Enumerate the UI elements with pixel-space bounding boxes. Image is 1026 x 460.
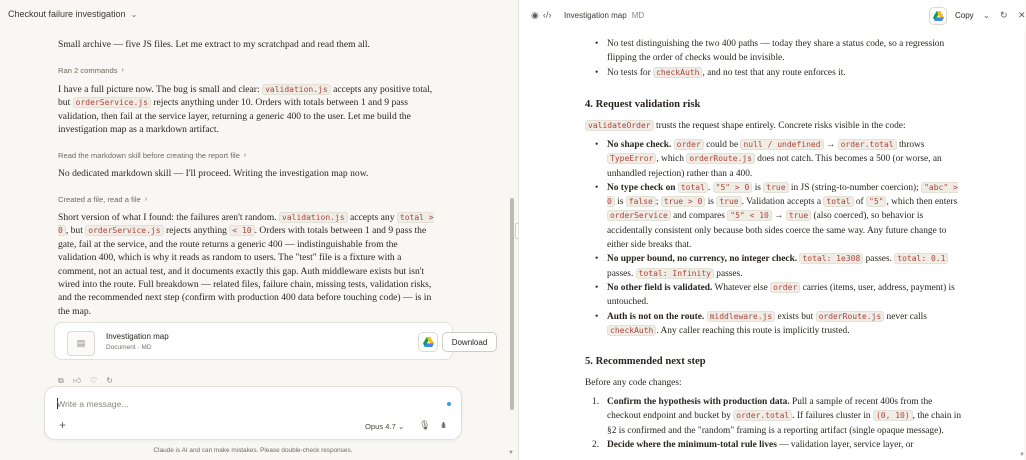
tool-summary-label: Ran 2 commands — [58, 66, 118, 75]
google-drive-button[interactable] — [418, 332, 438, 352]
tool-summary-file[interactable] — [58, 195, 147, 204]
bold-text: No other field is validated. — [607, 282, 713, 293]
inline-code: total — [823, 196, 853, 207]
text: in JS (string-to-number coercion); — [788, 182, 922, 193]
status-dot-icon — [447, 402, 451, 406]
text: ; — [655, 197, 661, 208]
text: Pull a sample of recent 400s from the checkout endpoint and bucket by — [607, 397, 933, 422]
artifact-title — [564, 11, 644, 20]
artifact-header — [519, 0, 1025, 32]
close-icon[interactable]: ✕ — [1018, 10, 1026, 20]
inline-code: total: 0.1 — [894, 253, 948, 264]
inline-code: null / undefined — [740, 139, 823, 150]
list-item — [585, 438, 965, 452]
copy-button[interactable]: Copy — [955, 11, 974, 20]
inline-code: "abc" > 0 — [607, 182, 958, 207]
text: Short version of what I found: the failures aren't random. — [58, 212, 279, 223]
text: is — [752, 182, 764, 193]
text: accepts any — [347, 212, 397, 223]
text: throws — [896, 140, 925, 150]
plus-icon[interactable]: + — [59, 418, 67, 432]
assistant-message — [58, 211, 436, 318]
inline-code: TypeError — [607, 153, 656, 164]
bold-text: No upper bound, no currency, no integer check. — [607, 254, 798, 265]
tool-summary-label: Read the markdown skill before creating the report file — [58, 151, 240, 160]
text: , the chain in §2 is confirmed and the "random" framing is a reporting artifact (single opaque message). — [607, 411, 962, 436]
model-name: Opus 4.7 — [365, 422, 396, 431]
conversation-title-menu[interactable] — [8, 9, 137, 19]
text: passes. — [713, 268, 743, 279]
text: (also coerced), so behavior is accidentally consistent only because both sides coerce the same way. Any future change to either side breaks that. — [607, 211, 947, 251]
text: carries (items, user, address, payment) is untouched. — [607, 282, 955, 308]
section-heading: 5. Recommended next step — [585, 356, 706, 367]
model-selector[interactable] — [365, 422, 404, 431]
list-item — [585, 395, 965, 438]
inline-code: order.total — [838, 139, 897, 150]
text: , and no test that any route enforces it. — [702, 67, 846, 78]
inline-code: false — [626, 196, 656, 207]
inline-code: orderRoute.js — [816, 311, 885, 322]
scroll-down-arrow-icon[interactable]: ▼ — [508, 450, 514, 456]
bold-text: No shape check. — [607, 140, 672, 150]
thumbs-down-icon[interactable]: ♡ — [90, 376, 98, 385]
text: and compares — [670, 211, 728, 222]
assistant-message: Small archive — five JS files. Let me extract to my scratchpad and read them all. — [58, 39, 370, 50]
validation-risk-list — [585, 138, 965, 338]
voice-mode-icon[interactable]: ıllı — [441, 421, 445, 430]
text: exists but — [775, 311, 816, 322]
google-drive-icon — [933, 11, 944, 21]
inline-code: validation.js — [262, 84, 331, 95]
message-input[interactable]: Write a message... — [57, 399, 129, 409]
message-actions — [58, 376, 113, 386]
inline-code: orderService.js — [73, 97, 151, 108]
list-item — [585, 281, 965, 310]
inline-code: total > 0 — [58, 213, 434, 236]
scrollbar-thumb[interactable] — [510, 198, 514, 410]
message-composer[interactable] — [44, 386, 462, 440]
text: passes. — [863, 254, 895, 265]
section-intro: Before any code changes: — [585, 378, 682, 388]
text: . Any caller reaching this route is implicitly trusted. — [656, 325, 850, 336]
list-item — [585, 252, 965, 281]
bold-text: Confirm the hypothesis with production data. — [607, 397, 790, 407]
missing-tests-list — [585, 37, 965, 80]
inline-code: total: Infinity — [636, 268, 714, 279]
copy-icon[interactable]: ⧉ — [58, 376, 64, 385]
inline-code: total — [678, 182, 708, 193]
preview-eye-icon[interactable]: ◉ — [531, 10, 539, 20]
inline-code: true > 0 — [661, 196, 706, 207]
bold-text: No type check on — [607, 182, 678, 193]
chevron-down-icon[interactable]: ⌄ — [983, 11, 990, 20]
artifact-card[interactable] — [54, 322, 488, 360]
inline-code: true — [786, 210, 811, 221]
inline-code: true — [716, 196, 741, 207]
text: does not catch. This becomes a 500 (or worse, an unhandled rejection) rather than a 400. — [607, 154, 942, 179]
inline-code: validation.js — [279, 212, 348, 223]
text: trusts the request shape entirely. Concrete risks visible in the code: — [653, 121, 906, 131]
assistant-message: No dedicated markdown skill — I'll proceed. Writing the investigation map now. — [58, 168, 369, 179]
list-number: 2. — [592, 439, 600, 450]
text: . If failures cluster in — [792, 411, 873, 422]
download-button[interactable]: Download — [442, 332, 497, 352]
chevron-down-icon: ⌄ — [130, 9, 138, 19]
chevron-down-icon: ⌄ — [397, 422, 405, 431]
text: could be — [703, 140, 741, 150]
chevron-right-icon: › — [144, 196, 148, 203]
text: I have a full picture now. The bug is small and clear: — [58, 84, 263, 95]
text: . Validation accepts a — [741, 197, 824, 208]
inline-code: order — [770, 282, 800, 293]
inline-code: validateOrder — [585, 120, 654, 131]
microphone-icon[interactable]: 🎙︎ — [419, 420, 431, 430]
text: is — [614, 197, 626, 208]
document-icon: ▤ — [67, 331, 95, 356]
text: is — [705, 197, 717, 208]
text: never calls — [884, 311, 927, 322]
artifact-name: Investigation map — [564, 11, 627, 20]
inline-code: < 10 — [229, 225, 254, 236]
text: rejects anything under 10. Orders with totals between 1 and 9 pass validation, then fail at the service layer, returning a generic 400 to the user. Let me build the investigation map as a markdown artifact. — [58, 97, 411, 136]
inline-code: true — [763, 182, 788, 193]
text: No tests for — [607, 67, 654, 78]
artifact-pane — [518, 0, 1024, 460]
text: , but — [65, 225, 86, 237]
section-intro — [585, 119, 965, 133]
text: accepts any positive total, but — [58, 84, 433, 109]
refresh-icon[interactable]: ↻ — [1000, 10, 1008, 20]
next-steps-list — [585, 395, 965, 452]
inline-code: middleware.js — [707, 311, 776, 322]
inline-code: orderService — [607, 210, 671, 221]
bold-text: Decide where the minimum-total rule lives — [607, 439, 777, 450]
artifact-type: MD — [631, 11, 645, 20]
list-item — [585, 310, 965, 339]
tool-summary-commands[interactable] — [58, 66, 124, 75]
text: rejects anything — [163, 225, 230, 237]
list-item — [585, 66, 965, 80]
text: passes. — [607, 268, 636, 279]
inline-code: "5" > 0 — [713, 182, 753, 193]
inline-code: order.total — [733, 410, 792, 421]
artifact-subtitle: Document · MD — [106, 344, 152, 351]
text: → — [823, 140, 838, 150]
inline-code: "5" — [866, 196, 886, 207]
thumbs-up-icon[interactable]: 👍︎ — [72, 376, 82, 385]
section-heading: 4. Request validation risk — [585, 99, 701, 110]
inline-code: total: 1e308 — [799, 253, 863, 264]
tool-summary-label: Created a file, read a file — [58, 195, 141, 204]
text: — validation layer, service layer, or — [776, 439, 914, 450]
google-drive-button[interactable] — [929, 7, 947, 25]
inline-code: checkAuth — [607, 325, 656, 336]
chevron-right-icon: › — [121, 67, 124, 74]
inline-code: orderService.js — [85, 225, 163, 236]
tool-summary-skill[interactable] — [58, 151, 246, 160]
list-number: 1. — [592, 397, 600, 407]
code-view-icon[interactable]: ‹/› — [542, 10, 552, 20]
text: → — [771, 211, 786, 222]
text: Whatever else — [712, 282, 771, 293]
chevron-right-icon: › — [243, 152, 247, 159]
text: . Orders with totals between 1 and 9 pass the gate, fail at the service, and the route returns a generic 400 — indistinguishable from the validation 400, which is why it reads as random to users. The "test" file is a fixture with a comment, not an actual test, and it documents exactly this gap. Auth middleware exists but isn't wired into the route. Full breakdown — related files, failure chain, missing tests, validation risks, and the recommended next step (confirm with production 400 data before touching code) — is in the map. — [58, 225, 432, 317]
inline-code: "5" < 10 — [727, 210, 772, 221]
text: . — [707, 182, 713, 193]
google-drive-icon — [423, 337, 434, 347]
view-toggle[interactable] — [531, 10, 551, 21]
text: , which then enters — [886, 197, 958, 208]
disclaimer: Claude is AI and can make mistakes. Please double-check responses. — [153, 447, 353, 454]
scroll-down-arrow-icon[interactable]: ▼ — [1019, 452, 1025, 458]
list-item — [585, 138, 965, 181]
conversation-title: Checkout failure investigation — [8, 9, 126, 19]
inline-code: orderRoute.js — [686, 153, 755, 164]
list-item — [585, 181, 965, 252]
inline-code: checkAuth — [653, 67, 702, 78]
inline-code: (0, 10) — [873, 410, 913, 421]
bold-text: Auth is not on the route. — [607, 311, 705, 322]
text: , which — [656, 154, 687, 165]
inline-code: order — [674, 139, 704, 150]
list-item: • No test distinguishing the two 400 paths — today they share a status code, so a regression flipping the order of checks would be invisible. — [585, 37, 965, 66]
retry-icon[interactable]: ↻ — [106, 376, 113, 385]
assistant-message — [58, 83, 433, 137]
text: of — [853, 197, 866, 208]
artifact-title: Investigation map — [106, 332, 169, 341]
